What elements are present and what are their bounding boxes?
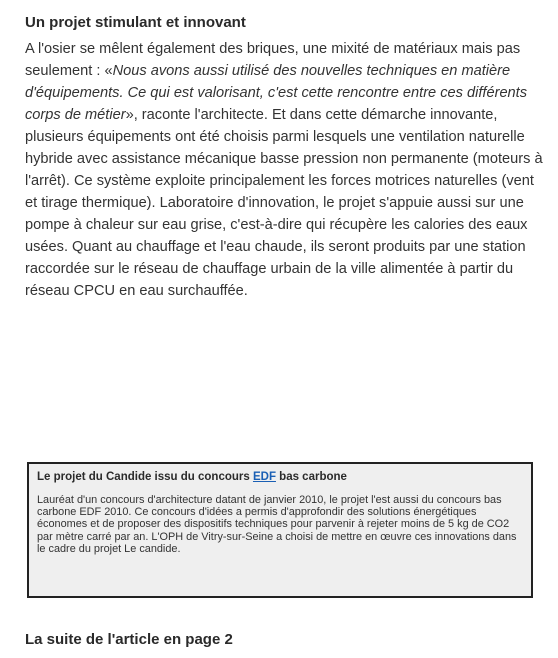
- info-box-text: Lauréat d'un concours d'architecture datant de janvier 2010, le projet l'est aussi du concours bas carbone EDF 2010. Ce concours d'idées a permis d'approfondir des solutions énergétiques économes et de proposer des dispositifs techniques pour parvenir à rejeter moins de 5 kg de CO2 par mètre carré par an. L'OPH de Vitry-sur-Seine a choisi de mettre en œuvre ces innovations dans le cadre du projet Le candide.: [37, 494, 517, 555]
- info-box-title-after: bas carbone: [275, 471, 347, 483]
- architect-quote: Nous avons aussi utilisé des nouvelles techniques en matière d'équipements. Ce qui est valorisant, c'est cette rencontre entre ces différents corps de métier: [25, 63, 528, 123]
- paragraph-text-start: A l'osier se mêlent également des briques, une mixité de matériaux mais pas seulement : «: [25, 41, 521, 79]
- info-box: [27, 462, 533, 598]
- continue-reading-link[interactable]: La suite de l'article en page 2: [25, 631, 233, 648]
- section-title: Un projet stimulant et innovant: [25, 14, 246, 31]
- edf-link[interactable]: EDF: [252, 471, 276, 483]
- article-paragraph: [25, 38, 545, 302]
- info-box-title-before: Le projet du Candide issu du concours: [37, 471, 253, 483]
- paragraph-text-end: », raconte l'architecte. Et dans cette démarche innovante, plusieurs équipements ont été choisis parmi lesquels une ventilation naturelle hybride avec assistance mécanique basse pression non permanente (moteurs à l'arrêt). Ce système exploite principalement les forces motrices naturelles (vent et tirage thermique). Laboratoire d'innovation, le projet s'appuie aussi sur une pompe à chaleur sur eau grise, c'est-à-dire qui récupère les calories des eaux usées. Quant au chauffage et l'eau chaude, ils seront produits par une station raccordée sur le réseau de chauffage urbain de la ville alimentée à partir du réseau CPCU en eau surchauffée.: [25, 107, 543, 299]
- article-section: [25, 12, 545, 302]
- info-box-title: [37, 470, 523, 485]
